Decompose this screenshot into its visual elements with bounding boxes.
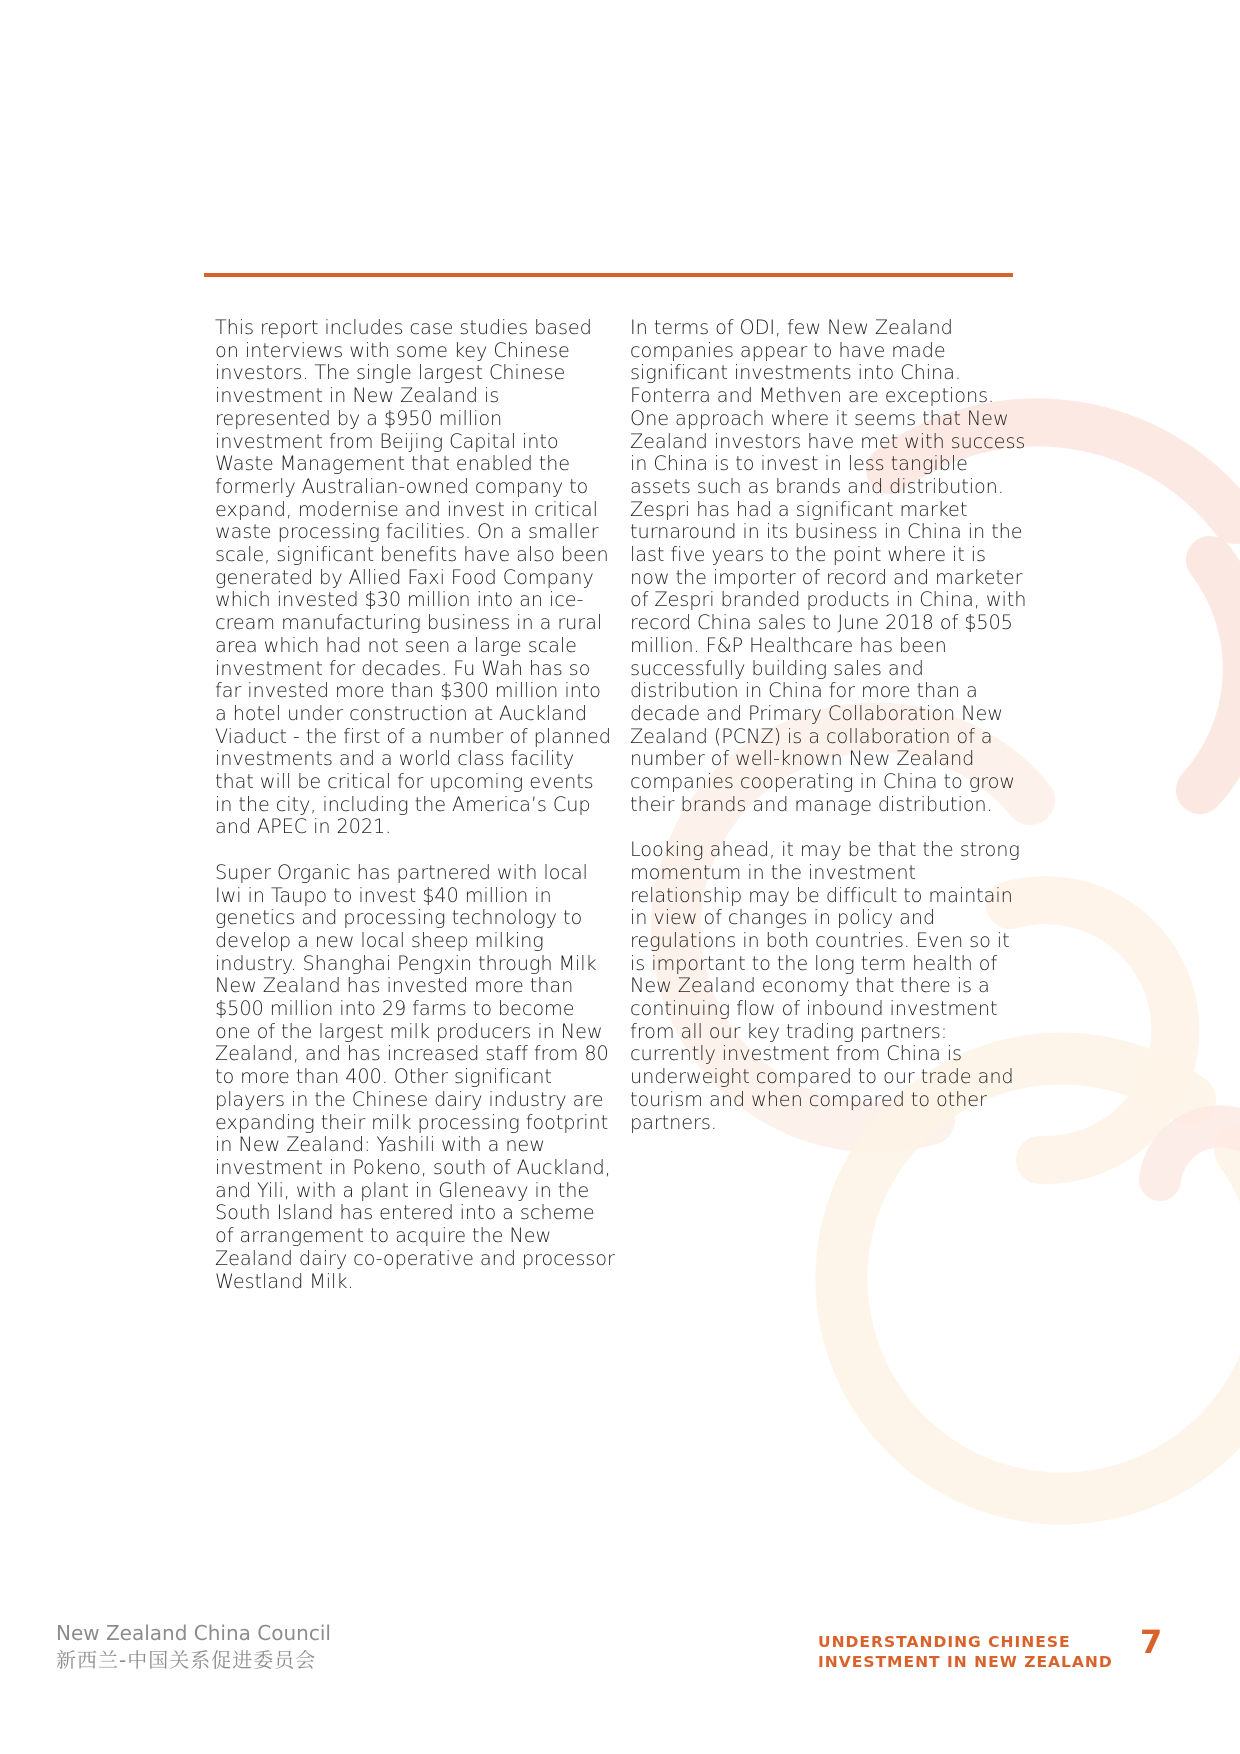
right-column [630, 317, 1030, 1157]
report-title-line: UNDERSTANDING CHINESE [818, 1633, 1071, 1651]
swirl-arc-lower [1010, 900, 1175, 1160]
swirl-arc-right [1200, 560, 1240, 790]
footer-report-title [818, 1632, 1118, 1672]
paragraph: In terms of ODI, few New Zealand companies appear to have made significant investments into China. Fonterra and Methven are exceptions. One approach where it seems that New Zealand investors have met with success in China is to invest in less tangible assets such as brands and distribution. Zespri has had a significant market turnaround in its business in China in the last five years to the point where it is now the importer of record and marketer of Zespri branded products in China, with record China sales to June 2018 of $505 million. F&P Healthcare has been successfully building sales and distribution in China for more than a decade and Primary Collaboration New Zealand (PCNZ) is a collaboration of a number of well-known New Zealand companies cooperating in China to grow their brands and manage distribution. [630, 316, 1027, 816]
paragraph: Looking ahead, it may be that the strong momentum in the investment relationship may be difficult to maintain in view of changes in policy and regulations in both countries. Even so it is important to the long term health of New Zealand economy that there is a continuing flow of inbound investment from all our key trading partners: currently investment from China is underweight compared to our trade and tourism and when compared to other partners. [630, 838, 1020, 1134]
org-name-chinese: 新西兰-中国关系促进委员会 [56, 1648, 317, 1672]
paragraph: Super Organic has partnered with local Iwi in Taupo to invest $40 million in genetics and processing technology to develop a new local sheep milking industry. Shanghai Pengxin through Milk New Zealand has invested more than $500 million into 29 farms to become one of the largest milk producers in New Zealand, and has increased staff from 80 to more than 400. Other significant players in the Chinese dairy industry are expanding their milk processing footprint in New Zealand: Yashili with a new investment in Pokeno, south of Auckland, and Yili, with a plant in Gleneavy in the South Island has entered into a scheme of arrangement to acquire the New Zealand dairy co-operative and processor Westland Milk. [215, 860, 615, 1293]
org-name-english: New Zealand China Council [56, 1621, 331, 1645]
paragraph: This report includes case studies based on interviews with some key Chinese investors. The single largest Chinese investment in New Zealand is represented by a $950 million investment from Beijing Capital into Waste Management that enabled the formerly Australian-owned company to expand, modernise and invest in critical waste processing facilities. On a smaller scale, significant benefits have also been generated by Allied Faxi Food Company which invested $30 million into an ice-cream manufacturing business in a rural area which had not seen a large scale investment for decades. Fu Wah has so far invested more than $300 million into a hotel under construction at Auckland Viaduct - the first of a number of planned investments and a world class facility that will be critical for upcoming events in the city, including the America’s Cup and APEC in 2021. [215, 316, 611, 839]
header-rule [204, 273, 1013, 277]
report-title-line: INVESTMENT IN NEW ZEALAND [818, 1653, 1113, 1671]
left-column [215, 317, 615, 1316]
footer-organisation [56, 1620, 331, 1674]
swirl-arc-edge [1160, 1126, 1240, 1180]
page-number: 7 [1140, 1623, 1163, 1661]
